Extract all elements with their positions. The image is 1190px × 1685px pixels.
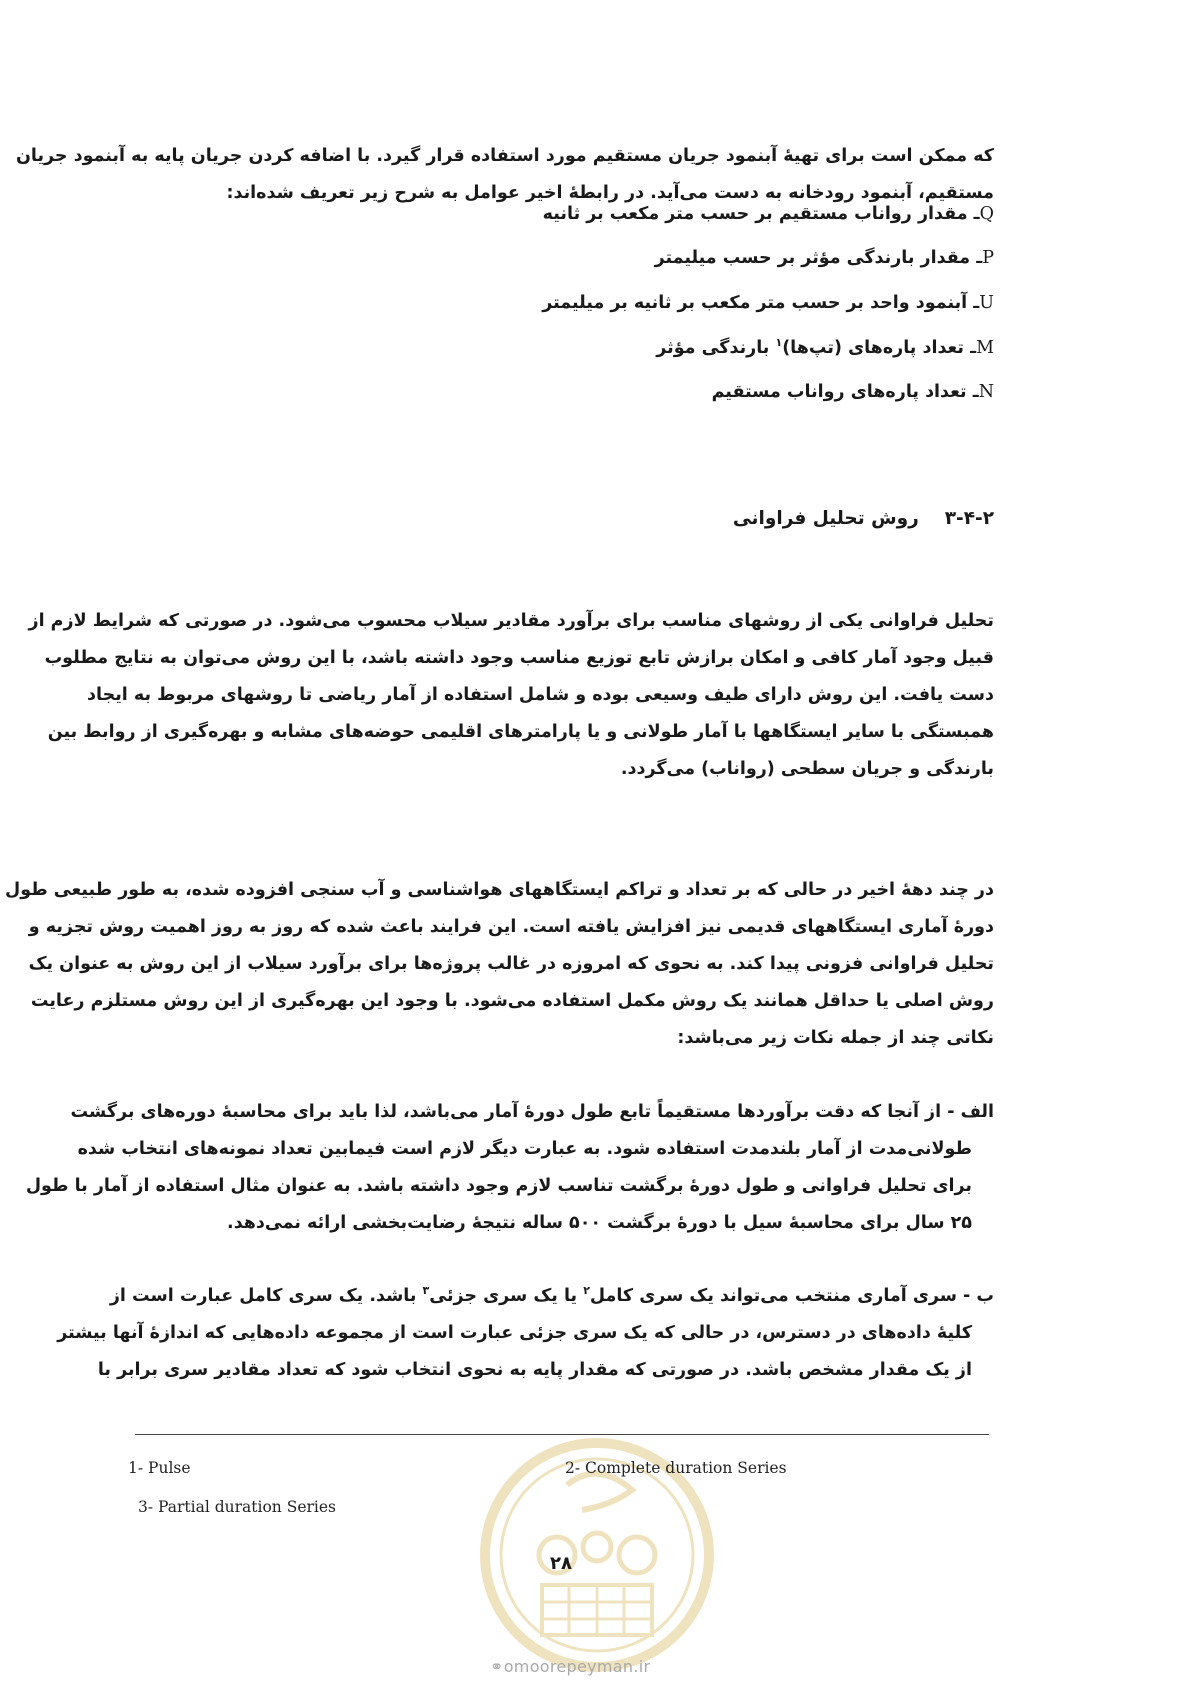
footnote-1: 1- Pulse <box>128 1459 191 1477</box>
definition-m: Mـ تعداد پاره‌های (تپ‌ها)$^۱$ بارندگی مؤثر <box>656 336 994 358</box>
paragraph-line: تحلیل فراوانی فزونی پیدا کند. به نحوی که امروزه در غالب پروژه‌ها برای برآورد سیلاب از این روش به عنوان یک <box>28 954 994 974</box>
section-heading <box>733 508 994 529</box>
globe-icon: ⚭ <box>490 1657 504 1676</box>
intro-line: مستقیم، آبنمود رودخانه به دست می‌آید. در رابطهٔ اخیر عوامل به شرح زیر تعریف شده‌اند: <box>226 183 994 203</box>
page-number: ۲۸ <box>550 1553 572 1574</box>
definition-p: Pـ مقدار بارندگی مؤثر بر حسب میلیمتر <box>654 248 994 268</box>
paragraph-line: تحلیل فراوانی یکی از روشهای مناسب برای برآورد مقادیر سیلاب محسوب می‌شود. در صورتی که شرایط لازم از <box>28 611 994 631</box>
section-number: ۳-۴-۲ <box>944 508 994 529</box>
watermark-site: ⚭omoorepeyman.ir <box>490 1657 651 1676</box>
intro-line: که ممکن است برای تهیهٔ آبنمود جریان مستقیم مورد استفاده قرار گیرد. با اضافه کردن جریان پایه به آبنمود جریان <box>15 146 994 166</box>
footnote-ref-3: ۳ <box>422 1284 430 1298</box>
paragraph-line: دورهٔ آماری ایستگاههای قدیمی نیز افزایش یافته است. این فرایند باعث شده که روز به روز اهمیت روش تجزیه و <box>28 917 994 937</box>
paragraph-line: نکاتی چند از جمله نکات زیر می‌باشد: <box>677 1028 994 1048</box>
section-title: روش تحلیل فراوانی <box>732 508 919 529</box>
item-be <box>57 1278 994 1389</box>
item-line: طولانی‌مدت از آمار بلندمدت استفاده شود. به عبارت دیگر لازم است فیمابین تعداد نمونه‌های انتخاب شده <box>77 1139 972 1159</box>
paragraph-line: در چند دههٔ اخیر در حالی که بر تعداد و تراکم ایستگاههای هواشناسی و آب سنجی افزوده شده، به طور طبیعی طول <box>5 880 994 900</box>
definition-q: Qـ مقدار رواناب مستقیم بر حسب متر مکعب بر ثانیه <box>542 204 994 224</box>
item-line: از یک مقدار مشخص باشد. در صورتی که مقدار پایه به نحوی انتخاب شود که تعداد مقادیر سری برابر با <box>97 1360 972 1380</box>
footnote-3: 3- Partial duration Series <box>138 1498 336 1516</box>
paragraph-frequency-intro <box>28 603 994 788</box>
footnote-2: 2- Complete duration Series <box>565 1459 787 1477</box>
paragraph-line: قبیل وجود آمار کافی و امکان برازش تابع توزیع مناسب وجود داشته باشد، با این روش می‌توان به نتایج مطلوب <box>44 648 994 668</box>
item-line: ۲۵ سال برای محاسبهٔ سیل با دورهٔ برگشت ۵۰۰ ساله نتیجهٔ رضایت‌بخشی ارائه نمی‌دهد. <box>227 1213 972 1233</box>
paragraph-line: بارندگی و جریان سطحی (رواناب) می‌گردد. <box>620 759 994 779</box>
item-alef <box>25 1094 994 1242</box>
paragraph-recent-decades <box>5 872 994 1057</box>
item-line: برای تحلیل فراوانی و طول دورهٔ برگشت تناسب لازم وجود داشته باشد. به عنوان مثال استفاده از آمار با طول <box>25 1176 972 1196</box>
footnote-ref-1: ۱ <box>775 336 783 350</box>
paragraph-line: همبستگی با سایر ایستگاهها با آمار طولانی و یا پارامترهای اقلیمی حوضه‌های مشابه و بهره‌گیری از روابط بین <box>47 722 994 742</box>
paragraph-line: دست یافت. این روش دارای طیف وسیعی بوده و شامل استفاده از آمار ریاضی تا روشهای مربوط به ایجاد <box>87 685 994 705</box>
footnote-ref-2: ۲ <box>583 1284 590 1298</box>
paragraph-line: روش اصلی یا حداقل همانند یک روش مکمل استفاده می‌شود. با وجود این بهره‌گیری از این روش مستلزم رعایت <box>30 991 994 1011</box>
item-line: الف - از آنجا که دقت برآوردها مستقیماً تابع طول دورهٔ آمار می‌باشد، لذا باید برای محاسبهٔ دوره‌های برگشت <box>70 1102 994 1122</box>
item-line: کلیهٔ داده‌های در دسترس، در حالی که یک سری جزئی عبارت است از مجموعه داده‌هایی که اندازهٔ آنها بیشتر <box>57 1323 972 1343</box>
item-line: ب - سری آماری منتخب می‌تواند یک سری کامل$^۲$ یا یک سری جزئی$^۳$ باشد. یک سری کامل عبارت است از <box>109 1284 994 1306</box>
definition-n: Nـ تعداد پاره‌های رواناب مستقیم <box>711 382 994 402</box>
definition-u: Uـ آبنمود واحد بر حسب متر مکعب بر ثانیه بر میلیمتر <box>542 293 994 313</box>
